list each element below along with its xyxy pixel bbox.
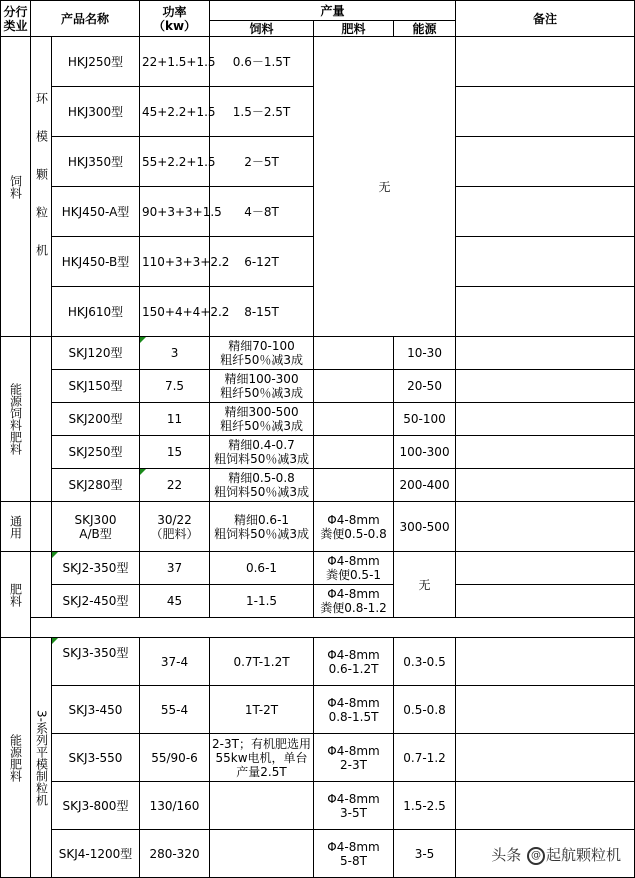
- power-cell: 130/160: [140, 782, 210, 830]
- power-cell: 45+2.2+1.5: [140, 87, 210, 137]
- model-cell: SKJ3-350型: [52, 638, 140, 686]
- machine-type-cell: 环模颗粒机: [31, 37, 52, 337]
- feed-output-cell: 8-15T: [210, 287, 314, 337]
- model-cell: HKJ610型: [52, 287, 140, 337]
- remarks-cell: [456, 638, 635, 686]
- power-cell: 110+3+3+2.2: [140, 237, 210, 287]
- feed-output-cell: 精细0.5-0.8 粗饲料50％减3成: [210, 469, 314, 502]
- table-row: [1, 638, 635, 686]
- header-output: 产量: [210, 1, 456, 21]
- feed-output-cell: 4－8T: [210, 187, 314, 237]
- remarks-cell: [456, 370, 635, 403]
- header-category: 分行类业: [1, 1, 31, 37]
- fert-output-cell: [314, 370, 394, 403]
- power-cell: 3: [140, 337, 210, 370]
- feed-output-cell: 2－5T: [210, 137, 314, 187]
- model-cell: SKJ120型: [52, 337, 140, 370]
- header-feed: 饲料: [210, 21, 314, 37]
- watermark: [491, 844, 621, 865]
- power-cell: 90+3+3+1.5: [140, 187, 210, 237]
- table-row: [1, 782, 635, 830]
- feed-output-cell: 1.5－2.5T: [210, 87, 314, 137]
- model-cell: SKJ280型: [52, 469, 140, 502]
- energy-output-cell: 3-5: [394, 830, 456, 878]
- machine-type-cell: [31, 502, 52, 552]
- table-row: [1, 502, 635, 552]
- power-cell: 15: [140, 436, 210, 469]
- remarks-cell: [456, 686, 635, 734]
- table-row: [1, 734, 635, 782]
- header-power: 功率 （kw）: [140, 1, 210, 37]
- power-cell: 7.5: [140, 370, 210, 403]
- fert-output-cell: Φ4-8mm 2-3T: [314, 734, 394, 782]
- header-fertilizer: 肥料: [314, 21, 394, 37]
- table-row: [1, 686, 635, 734]
- power-cell: 37: [140, 552, 210, 585]
- table-row: [1, 337, 635, 370]
- model-cell: SKJ2-450型: [52, 585, 140, 618]
- remarks-cell: [456, 469, 635, 502]
- energy-output-cell: 0.3-0.5: [394, 638, 456, 686]
- at-icon: @: [527, 847, 545, 865]
- model-cell: SKJ4-1200型: [52, 830, 140, 878]
- energy-output-cell: 100-300: [394, 436, 456, 469]
- model-cell: HKJ250型: [52, 37, 140, 87]
- energy-output-cell: 1.5-2.5: [394, 782, 456, 830]
- fert-output-cell: Φ4-8mm 0.8-1.5T: [314, 686, 394, 734]
- fert-output-cell: [314, 403, 394, 436]
- header-product-name: 产品名称: [31, 1, 140, 37]
- feed-output-cell: 精细300-500 粗纤50％减3成: [210, 403, 314, 436]
- power-cell: 55/90-6: [140, 734, 210, 782]
- industry-cell: 饲料: [1, 37, 31, 337]
- power-cell: 280-320: [140, 830, 210, 878]
- power-cell: 22+1.5+1.5: [140, 37, 210, 87]
- remarks-cell: [456, 734, 635, 782]
- remarks-cell: [456, 187, 635, 237]
- spacer-cell: [31, 618, 635, 638]
- feed-output-cell: 1T-2T: [210, 686, 314, 734]
- feed-output-cell: [210, 782, 314, 830]
- power-cell: 55+2.2+1.5: [140, 137, 210, 187]
- fert-output-cell: Φ4-8mm 5-8T: [314, 830, 394, 878]
- model-cell: HKJ450-A型: [52, 187, 140, 237]
- model-cell: SKJ200型: [52, 403, 140, 436]
- model-cell: SKJ2-350型: [52, 552, 140, 585]
- feed-output-cell: 0.6-1: [210, 552, 314, 585]
- energy-output-cell: 300-500: [394, 502, 456, 552]
- fert-output-cell: [314, 469, 394, 502]
- remarks-cell: [456, 37, 635, 87]
- power-cell: 55-4: [140, 686, 210, 734]
- watermark-name: 起航颗粒机: [545, 846, 621, 864]
- fert-output-cell: [314, 337, 394, 370]
- fert-output-cell: Φ4-8mm 3-5T: [314, 782, 394, 830]
- model-cell: SKJ150型: [52, 370, 140, 403]
- feed-output-cell: 0.7T-1.2T: [210, 638, 314, 686]
- model-cell: SKJ3-450: [52, 686, 140, 734]
- table-row: [1, 585, 635, 618]
- model-cell: HKJ300型: [52, 87, 140, 137]
- energy-output-cell: 20-50: [394, 370, 456, 403]
- model-cell: SKJ300 A/B型: [52, 502, 140, 552]
- table-row: [1, 37, 635, 87]
- machine-type-cell: 3-系列平模制粒机: [31, 638, 52, 878]
- fert-output-cell: [314, 436, 394, 469]
- energy-output-cell: 10-30: [394, 337, 456, 370]
- remarks-cell: [456, 502, 635, 552]
- industry-cell: 肥料: [1, 552, 31, 638]
- power-cell: 37-4: [140, 638, 210, 686]
- remarks-cell: [456, 87, 635, 137]
- model-cell: SKJ250型: [52, 436, 140, 469]
- industry-cell: 能源肥料: [1, 638, 31, 878]
- remarks-cell: [456, 137, 635, 187]
- energy-output-cell: 0.7-1.2: [394, 734, 456, 782]
- power-cell: 30/22 （肥料）: [140, 502, 210, 552]
- fert-output-cell: Φ4-8mm 0.6-1.2T: [314, 638, 394, 686]
- feed-output-cell: 精细0.6-1 粗饲料50％减3成: [210, 502, 314, 552]
- remarks-cell: [456, 287, 635, 337]
- fert-output-cell: Φ4-8mm 粪便0.8-1.2: [314, 585, 394, 618]
- feed-output-cell: 2-3T；有机肥选用55kw电机，单台产量2.5T: [210, 734, 314, 782]
- remarks-cell: [456, 782, 635, 830]
- power-cell: 22: [140, 469, 210, 502]
- model-cell: SKJ3-800型: [52, 782, 140, 830]
- model-cell: HKJ450-B型: [52, 237, 140, 287]
- header-remarks: 备注: [456, 1, 635, 37]
- remarks-cell: [456, 337, 635, 370]
- remarks-cell: [456, 237, 635, 287]
- table-row: [1, 618, 635, 638]
- feed-output-cell: 精细0.4-0.7 粗饲料50％减3成: [210, 436, 314, 469]
- fert-output-cell: 无: [314, 37, 456, 337]
- feed-output-cell: [210, 830, 314, 878]
- feed-output-cell: 精细70-100 粗纤50％减3成: [210, 337, 314, 370]
- table-row: [1, 552, 635, 585]
- feed-output-cell: 0.6－1.5T: [210, 37, 314, 87]
- table-row: [1, 370, 635, 403]
- remarks-cell: [456, 436, 635, 469]
- table-row: [1, 436, 635, 469]
- energy-output-cell: 200-400: [394, 469, 456, 502]
- energy-output-cell: 50-100: [394, 403, 456, 436]
- model-cell: HKJ350型: [52, 137, 140, 187]
- power-cell: 45: [140, 585, 210, 618]
- energy-output-cell: 无: [394, 552, 456, 618]
- fert-output-cell: Φ4-8mm 粪便0.5-1: [314, 552, 394, 585]
- watermark-prefix: 头条: [491, 846, 526, 864]
- remarks-cell: [456, 552, 635, 585]
- industry-cell: 通用: [1, 502, 31, 552]
- feed-output-cell: 6-12T: [210, 237, 314, 287]
- header-energy: 能源: [394, 21, 456, 37]
- fert-output-cell: Φ4-8mm 粪便0.5-0.8: [314, 502, 394, 552]
- energy-output-cell: 0.5-0.8: [394, 686, 456, 734]
- model-cell: SKJ3-550: [52, 734, 140, 782]
- remarks-cell: [456, 585, 635, 618]
- power-cell: 11: [140, 403, 210, 436]
- machine-type-cell: [31, 552, 52, 618]
- machine-type-cell: [31, 337, 52, 502]
- feed-output-cell: 精细100-300 粗纤50％减3成: [210, 370, 314, 403]
- table-row: [1, 403, 635, 436]
- feed-output-cell: 1-1.5: [210, 585, 314, 618]
- industry-cell: 能源饲料肥料: [1, 337, 31, 502]
- remarks-cell: [456, 403, 635, 436]
- power-cell: 150+4+4+2.2: [140, 287, 210, 337]
- table-row: [1, 469, 635, 502]
